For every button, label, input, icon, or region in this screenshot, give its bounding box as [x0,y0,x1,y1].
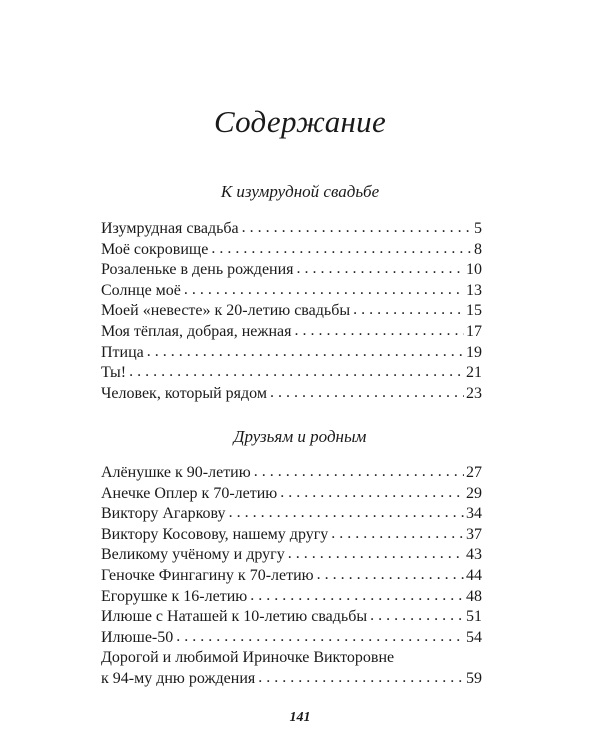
toc-leader-dots [270,383,464,404]
toc-entry-page: 23 [466,384,482,402]
toc-entry [101,281,482,302]
toc-entry [101,669,482,690]
toc-leader-dots [250,586,464,607]
toc-entry-title: Моё сокровище [101,240,209,258]
toc-entry-title: Солнце моё [101,281,181,299]
toc-leader-dots [288,544,464,565]
toc-entry-title: Великому учёному и другу [101,546,285,564]
toc-entry-title: Алёнушке к 90-летию [101,464,251,481]
toc-entry [101,219,482,240]
toc-entry-title: Моя тёплая, добрая, нежная [101,322,292,340]
toc-entry-title: Изумрудная свадьба [101,220,239,237]
toc-entry-title: Виктору Агаркову [101,505,226,523]
toc-entry-page: 48 [466,587,482,605]
toc-list-emerald-wedding [101,219,482,404]
toc-entry-page: 54 [466,628,482,646]
toc-entry-page: 43 [466,546,482,564]
toc-leader-dots [129,362,464,383]
page-number: 141 [289,710,311,725]
toc-leader-dots [176,627,464,648]
toc-entry-title: Егорушке к 16-летию [101,587,248,605]
toc-entry-page: 21 [466,364,482,382]
toc-entry-page: 37 [466,525,482,543]
section-heading-emerald-wedding: К изумрудной свадьбе [220,182,380,201]
toc-leader-dots [280,483,464,504]
toc-entry [101,484,482,505]
toc-entry-title: Розаленьке в день рождения [101,261,294,279]
toc-entry-title-first-line: Дорогой и любимой Ириночке Викторовне [101,649,395,667]
toc-entry-title: Ты! [101,364,127,382]
toc-leader-dots [317,565,464,586]
toc-entry-title: Анечке Оплер к 70-летию [101,484,278,502]
toc-leader-dots [254,462,464,483]
toc-entry-title: Геночке Фингагину к 70-летию [101,566,314,584]
toc-entry [101,525,482,546]
toc-entry-title: к 94-му дню рождения [101,669,256,687]
toc-leader-dots [184,280,464,301]
toc-list-friends-and-family [101,463,482,690]
toc-entry [101,566,482,587]
toc-entry [101,363,482,384]
toc-entry [101,384,482,405]
toc-leader-dots [353,300,464,321]
toc-entry-page: 27 [466,464,482,481]
toc-entry-title: Человек, который рядом [101,384,267,402]
toc-entry-page: 51 [466,608,482,626]
toc-entry [101,545,482,566]
toc-entry-page: 15 [466,302,482,320]
toc-leader-dots [147,342,464,363]
toc-entry [101,628,482,649]
toc-entry-page: 5 [474,220,482,237]
toc-entry [101,504,482,525]
toc-entry [101,607,482,628]
page-title: Содержание [213,104,387,139]
toc-entry [101,240,482,261]
toc-leader-dots [294,321,464,342]
section-heading-friends-and-family: Друзьям и родным [233,427,367,446]
toc-entry-page: 34 [466,505,482,523]
toc-entry [101,343,482,364]
toc-entry-page: 13 [466,281,482,299]
toc-leader-dots [258,668,464,689]
toc-leader-dots [229,503,464,524]
toc-leader-dots [242,218,472,239]
toc-entry-page: 10 [466,261,482,279]
toc-entry-page: 17 [466,322,482,340]
toc-leader-dots [211,239,472,260]
toc-entry [101,301,482,322]
toc-entry-title: Птица [101,343,144,361]
toc-entry-page: 59 [466,669,482,687]
toc-entry-title: Моей «невесте» к 20-летию свадьбы [101,302,351,320]
toc-entry-page: 44 [466,566,482,584]
toc-entry-page: 29 [466,484,482,502]
toc-entry-page: 19 [466,343,482,361]
toc-leader-dots [297,259,464,280]
toc-entry [101,322,482,343]
toc-entry-title: Виктору Косовову, нашему другу [101,525,329,543]
toc-entry [101,587,482,608]
toc-entry [101,260,482,281]
toc-entry-page: 8 [474,240,482,258]
toc-entry-title: Илюше с Наташей к 10-летию свадьбы [101,608,368,626]
toc-leader-dots [331,524,464,545]
toc-entry-title: Илюше-50 [101,628,174,646]
toc-leader-dots [370,606,464,627]
toc-entry [101,463,482,484]
